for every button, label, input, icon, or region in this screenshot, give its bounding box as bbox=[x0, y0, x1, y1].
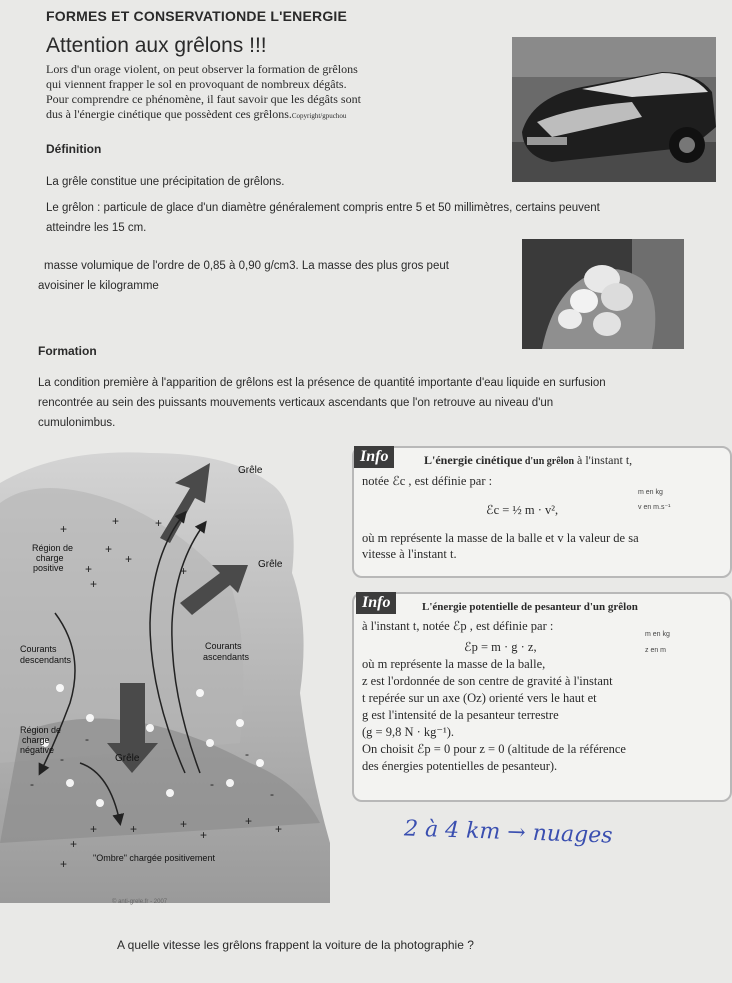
info1-body-line: vitesse à l'instant t. bbox=[362, 547, 457, 561]
info2-formula: ℰp = m · g · z, bbox=[464, 640, 537, 654]
formation-line: rencontrée au sein des puissants mouvements verticaux ascendants que l'on retrouve au niveau d'un bbox=[38, 397, 554, 409]
diagram-label-region-pos: charge bbox=[36, 553, 64, 563]
info1-unit-speed: v en m.s⁻¹ bbox=[638, 504, 671, 511]
svg-text:+: + bbox=[70, 837, 78, 851]
svg-text:-: - bbox=[270, 787, 274, 801]
diagram-label-grele-top: Grêle bbox=[238, 465, 263, 476]
definition-paragraph-2 bbox=[46, 198, 706, 238]
info2-line: On choisit ℰp = 0 pour z = 0 (altitude de la référence bbox=[362, 742, 626, 756]
definition-paragraph-3 bbox=[38, 256, 508, 296]
definition-line: Le grêlon : particule de glace d'un diamètre généralement compris entre 5 et 50 millimètres, certains peuvent bbox=[46, 202, 600, 214]
svg-text:+: + bbox=[125, 552, 133, 566]
svg-text:+: + bbox=[90, 822, 98, 836]
svg-text:+: + bbox=[130, 822, 138, 836]
svg-text:-: - bbox=[245, 747, 249, 761]
svg-text:+: + bbox=[155, 516, 163, 530]
car-photo bbox=[512, 37, 716, 182]
document-subtitle: Attention aux grêlons !!! bbox=[46, 34, 267, 57]
info1-notee: notée ℰc , est définie par : bbox=[362, 474, 493, 488]
diagram-svg bbox=[0, 443, 352, 913]
definition-line: masse volumique de l'ordre de 0,85 à 0,90 g/cm3. La masse des plus gros peut bbox=[44, 260, 449, 272]
svg-text:+: + bbox=[85, 562, 93, 576]
info2-unit-height: z en m bbox=[645, 647, 667, 654]
diagram-label-courants-asc: ascendants bbox=[203, 652, 250, 662]
diagram-label-ombre: "Ombre" chargée positivement bbox=[93, 853, 215, 863]
diagram-label-region-pos: positive bbox=[33, 563, 64, 573]
svg-text:+: + bbox=[60, 522, 68, 536]
svg-text:-: - bbox=[85, 732, 89, 746]
info-tag: Info bbox=[354, 446, 394, 468]
car-photo-image bbox=[512, 37, 716, 182]
hailstones-photo bbox=[522, 239, 684, 349]
info2-line: (g = 9,8 N · kg⁻¹). bbox=[362, 725, 455, 739]
info2-line: des énergies potentielles de pesanteur). bbox=[362, 759, 558, 773]
diagram-label-grele-right: Grêle bbox=[258, 559, 283, 570]
svg-text:+: + bbox=[180, 564, 188, 578]
hailstones-photo-image bbox=[522, 239, 684, 349]
formation-heading: Formation bbox=[38, 344, 97, 358]
info2-title: L'énergie potentielle de pesanteur d'un grêlon bbox=[422, 601, 638, 613]
info1-title: L'énergie cinétique d'un grêlon à l'instant t, bbox=[424, 453, 633, 467]
info2-line: t repérée sur un axe (Oz) orienté vers le haut et bbox=[362, 691, 597, 705]
info2-line: g est l'intensité de la pesanteur terrestre bbox=[362, 708, 559, 722]
svg-text:-: - bbox=[60, 752, 64, 766]
definition-heading: Définition bbox=[46, 142, 102, 156]
intro-line: dus à l'énergie cinétique que possèdent ces grêlons.Copyright/gpuchou bbox=[46, 107, 347, 121]
handwritten-note: 2 à 4 km → nuages bbox=[403, 816, 613, 849]
diagram-label-courants-desc: Courants bbox=[20, 644, 57, 654]
cumulonimbus-diagram bbox=[0, 443, 352, 913]
info2-line: z est l'ordonnée de son centre de gravité à l'instant bbox=[362, 674, 613, 688]
info1-unit-mass: m en kg bbox=[638, 489, 663, 496]
info1-body-line: où m représente la masse de la balle et v la valeur de sa bbox=[362, 531, 639, 545]
svg-text:-: - bbox=[30, 777, 34, 791]
question-text: A quelle vitesse les grêlons frappent la voiture de la photographie ? bbox=[117, 938, 474, 952]
svg-text:+: + bbox=[105, 542, 113, 556]
info1-body bbox=[362, 530, 639, 562]
info2-line: où m représente la masse de la balle, bbox=[362, 657, 546, 671]
diagram-label-region-neg: charge bbox=[22, 735, 50, 745]
svg-text:+: + bbox=[200, 828, 208, 842]
info2-body bbox=[362, 656, 626, 775]
svg-text:+: + bbox=[90, 577, 98, 591]
svg-text:+: + bbox=[112, 514, 120, 528]
definition-paragraph-1: La grêle constitue une précipitation de grêlons. bbox=[46, 176, 285, 188]
formation-line: La condition première à l'apparition de grêlons est la présence de quantité importante d'eau liquide en surfusion bbox=[38, 377, 606, 389]
intro-paragraph bbox=[46, 62, 426, 124]
formation-line: cumulonimbus. bbox=[38, 417, 116, 429]
svg-text:+: + bbox=[180, 817, 188, 831]
diagram-label-grele-bottom: Grêle bbox=[115, 753, 140, 764]
intro-line: Lors d'un orage violent, on peut observer la formation de grêlons bbox=[46, 62, 358, 76]
info2-line: à l'instant t, notée ℰp , est définie par : bbox=[362, 619, 554, 633]
intro-line: Pour comprendre ce phénomène, il faut savoir que les dégâts sont bbox=[46, 92, 361, 106]
diagram-label-courants-desc: descendants bbox=[20, 655, 72, 665]
diagram-label-region-neg: négative bbox=[20, 745, 55, 755]
definition-line: avoisiner le kilogramme bbox=[38, 280, 159, 292]
diagram-label-region-pos: Région de bbox=[32, 543, 74, 553]
diagram-credit: © anti-grele.fr - 2007 bbox=[112, 899, 168, 905]
svg-text:+: + bbox=[60, 857, 68, 871]
svg-text:-: - bbox=[210, 777, 214, 791]
copyright-note: Copyright/gpuchou bbox=[291, 112, 347, 120]
info-tag: Info bbox=[356, 592, 396, 614]
diagram-label-courants-asc: Courants bbox=[205, 641, 242, 651]
diagram-label-region-neg: Région de bbox=[20, 725, 62, 735]
document-title: FORMES ET CONSERVATIONDE L'ENERGIE bbox=[46, 8, 348, 24]
info1-formula: ℰc = ½ m · v², bbox=[486, 503, 559, 517]
svg-text:+: + bbox=[275, 822, 283, 836]
formation-paragraph bbox=[38, 373, 718, 433]
definition-line: atteindre les 15 cm. bbox=[46, 222, 147, 234]
svg-text:+: + bbox=[245, 814, 253, 828]
info2-unit-mass: m en kg bbox=[645, 631, 670, 638]
intro-line: qui viennent frapper le sol en provoquant de nombreux dégâts. bbox=[46, 77, 347, 91]
